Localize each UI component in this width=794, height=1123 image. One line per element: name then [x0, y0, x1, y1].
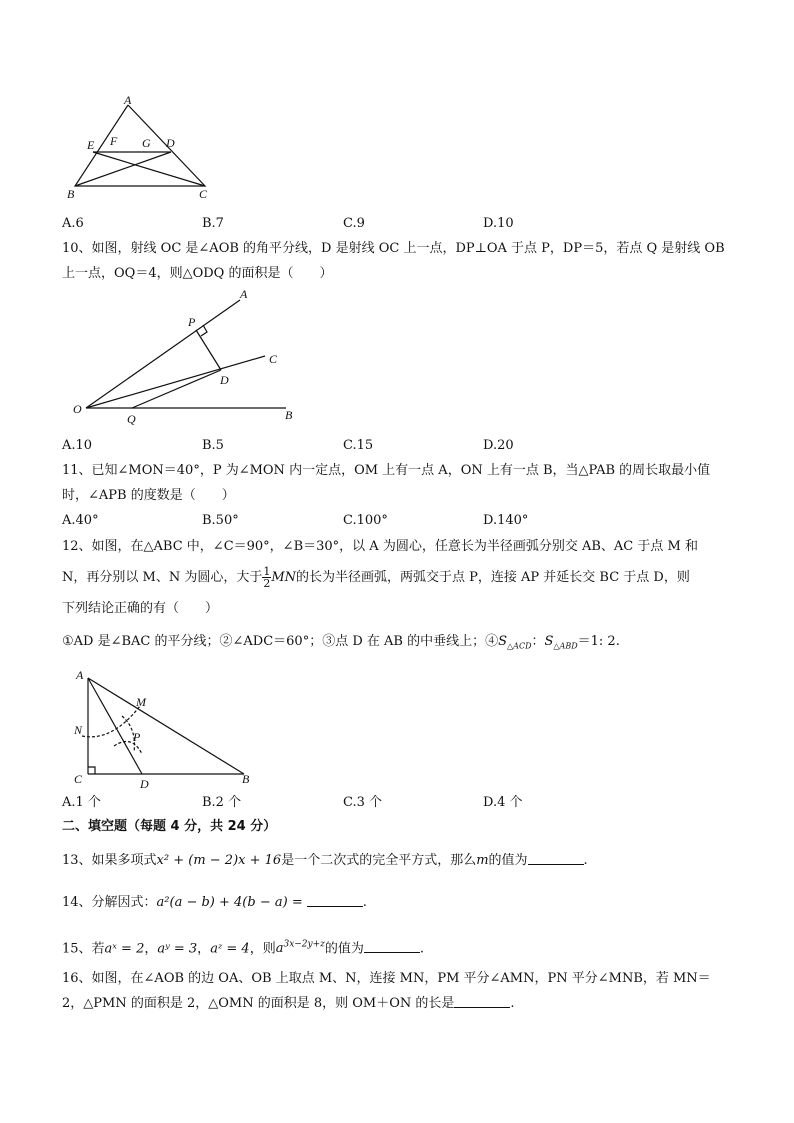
- label-a: A: [240, 287, 248, 301]
- fraction-denominator: 2: [263, 577, 271, 590]
- q13-suffix: 的值为: [488, 853, 528, 868]
- q13-prefix: 13、如果多项式: [62, 853, 157, 868]
- label-a: A: [76, 668, 84, 682]
- q10-line2: 上一点，OQ＝4，则△ODQ 的面积是（ ）: [62, 266, 333, 281]
- answer-blank[interactable]: [307, 894, 363, 907]
- q9-figure: [60, 92, 220, 204]
- q12-line2-end: 的长为半径画弧，两弧交于点 P，连接 AP 并延长交 BC 于点 D，则: [296, 570, 690, 585]
- label-d: D: [166, 136, 175, 150]
- q14-expression: a²(a − b) + 4(b − a) =: [156, 895, 303, 910]
- label-c: C: [74, 772, 83, 786]
- q15-base: a: [275, 941, 284, 957]
- q12-line1: 12、如图，在△ABC 中，∠C＝90°，∠B＝30°，以 A 为圆心，任意长为半径画弧分别交 AB、AC 于点 M 和: [62, 539, 698, 554]
- q15: [62, 936, 424, 958]
- q12-option-b: B.2 个: [202, 795, 242, 810]
- section-heading: 二、填空题（每题 4 分，共 24 分）: [62, 819, 277, 834]
- q12-line3: 下列结论正确的有（ ）: [62, 601, 219, 616]
- label-e: E: [87, 138, 95, 152]
- q13-end: .: [583, 853, 588, 868]
- segment-qd: [132, 370, 221, 408]
- label-n: N: [74, 723, 83, 737]
- comma: ，: [197, 941, 211, 957]
- q15-prefix: 15、若: [62, 941, 105, 957]
- fraction-numerator: 1: [263, 565, 271, 578]
- q15-suffix: 的值为: [324, 941, 364, 957]
- q12-figure: [62, 664, 262, 794]
- q10-figure: [68, 286, 303, 426]
- q11-option-d: D.140°: [483, 513, 529, 528]
- q13: [62, 852, 588, 870]
- answer-blank[interactable]: [528, 852, 584, 865]
- q12-option-c: C.3 个: [343, 795, 383, 810]
- answer-blank[interactable]: [454, 995, 510, 1008]
- q13-variable: m: [476, 853, 489, 868]
- q9-option-d: D.10: [483, 216, 514, 231]
- q12-line2: [62, 566, 690, 589]
- q11-option-a: A.40°: [62, 513, 99, 528]
- q9-option-c: C.9: [343, 216, 365, 231]
- q11-line2: 时，∠APB 的度数是（ ）: [62, 488, 235, 503]
- label-b: B: [285, 408, 293, 422]
- q10-option-b: B.5: [202, 438, 224, 453]
- q15-target: [276, 941, 325, 956]
- q9-option-b: B.7: [202, 216, 224, 231]
- q15-cond3: aᶻ = 4: [210, 941, 250, 957]
- label-d: D: [220, 373, 229, 387]
- q15-cond1: aˣ = 2: [104, 941, 145, 957]
- label-p: P: [133, 730, 141, 744]
- q16-line2-text: 2，△PMN 的面积是 2，△OMN 的面积是 8，则 OM＋ON 的长是: [62, 996, 455, 1011]
- label-m: M: [136, 695, 146, 709]
- q13-expression: x² + (m − 2)x + 16: [156, 853, 282, 868]
- label-p: P: [188, 315, 196, 329]
- label-b: B: [67, 187, 75, 201]
- q15-exponent: 3x−2y+z: [283, 940, 325, 950]
- label-o: O: [73, 402, 82, 416]
- q16-end: .: [510, 996, 515, 1011]
- label-a: A: [124, 93, 132, 107]
- separator: ：: [531, 634, 545, 649]
- label-g: G: [142, 136, 151, 150]
- q14: [62, 894, 367, 912]
- q15-cond2: aʸ = 3: [157, 941, 198, 957]
- label-c: C: [199, 187, 208, 201]
- q11-line1: 11、已知∠MON＝40°，P 为∠MON 内一定点，OM 上有一点 A，ON 上有一点 B，当△PAB 的周长取最小值: [62, 463, 711, 478]
- segment-pd: [196, 330, 221, 370]
- right-angle-mark: [88, 767, 95, 774]
- q15-middle: ，则: [249, 941, 276, 957]
- q10-option-c: C.15: [343, 438, 374, 453]
- q12-statements: ①AD 是∠BAC 的平分线；②∠ADC＝60°；③点 D 在 AB 的中垂线上；④: [62, 634, 499, 649]
- q12-line4: [62, 633, 620, 656]
- area-acd: [498, 634, 531, 649]
- q12-option-a: A.1 个: [62, 795, 101, 810]
- q10-option-d: D.20: [483, 438, 514, 453]
- q11-option-c: C.100°: [343, 513, 388, 528]
- arc-mn: [82, 706, 140, 737]
- triangle-abc: [75, 105, 205, 186]
- q15-end: .: [419, 941, 425, 957]
- q10-option-a: A.10: [62, 438, 93, 453]
- q14-prefix: 14、分解因式：: [62, 895, 157, 910]
- label-c: C: [269, 352, 278, 366]
- area-abd-symbol: S: [544, 634, 554, 649]
- label-d: D: [140, 777, 149, 791]
- label-q: Q: [127, 412, 136, 426]
- q12-line2-start: N，再分别以 M、N 为圆心，大于: [62, 570, 263, 585]
- q13-middle: 是一个二次式的完全平方式，那么: [281, 853, 477, 868]
- q10-line1: 10、如图，射线 OC 是∠AOB 的角平分线，D 是射线 OC 上一点，DP⊥OA 于点 P，DP＝5，若点 Q 是射线 OB: [62, 241, 725, 256]
- q11-option-b: B.50°: [202, 513, 239, 528]
- q12-option-d: D.4 个: [483, 795, 523, 810]
- segment-bd: [75, 152, 171, 186]
- area-acd-sub: △ACD: [507, 641, 532, 651]
- area-acd-symbol: S: [498, 634, 508, 649]
- area-abd-sub: △ABD: [553, 641, 578, 651]
- q16-line2: [62, 995, 515, 1013]
- ray-oc: [86, 356, 265, 408]
- answer-blank[interactable]: [364, 940, 420, 953]
- segment-mn: MN: [271, 570, 297, 585]
- side-ab: [88, 678, 244, 774]
- ray-oa: [86, 300, 240, 408]
- ratio: ＝1: 2.: [577, 634, 620, 649]
- q9-option-a: A.6: [62, 216, 84, 231]
- label-b: B: [242, 772, 250, 786]
- q14-end: .: [362, 895, 367, 910]
- segment-ad: [88, 678, 142, 774]
- label-f: F: [110, 134, 118, 148]
- fraction-one-half: [262, 566, 271, 589]
- area-abd: [545, 634, 578, 649]
- q16-line1: 16、如图，在∠AOB 的边 OA、OB 上取点 M、N，连接 MN，PM 平分∠AMN，PN 平分∠MNB，若 MN＝: [62, 971, 711, 986]
- comma: ，: [144, 941, 158, 957]
